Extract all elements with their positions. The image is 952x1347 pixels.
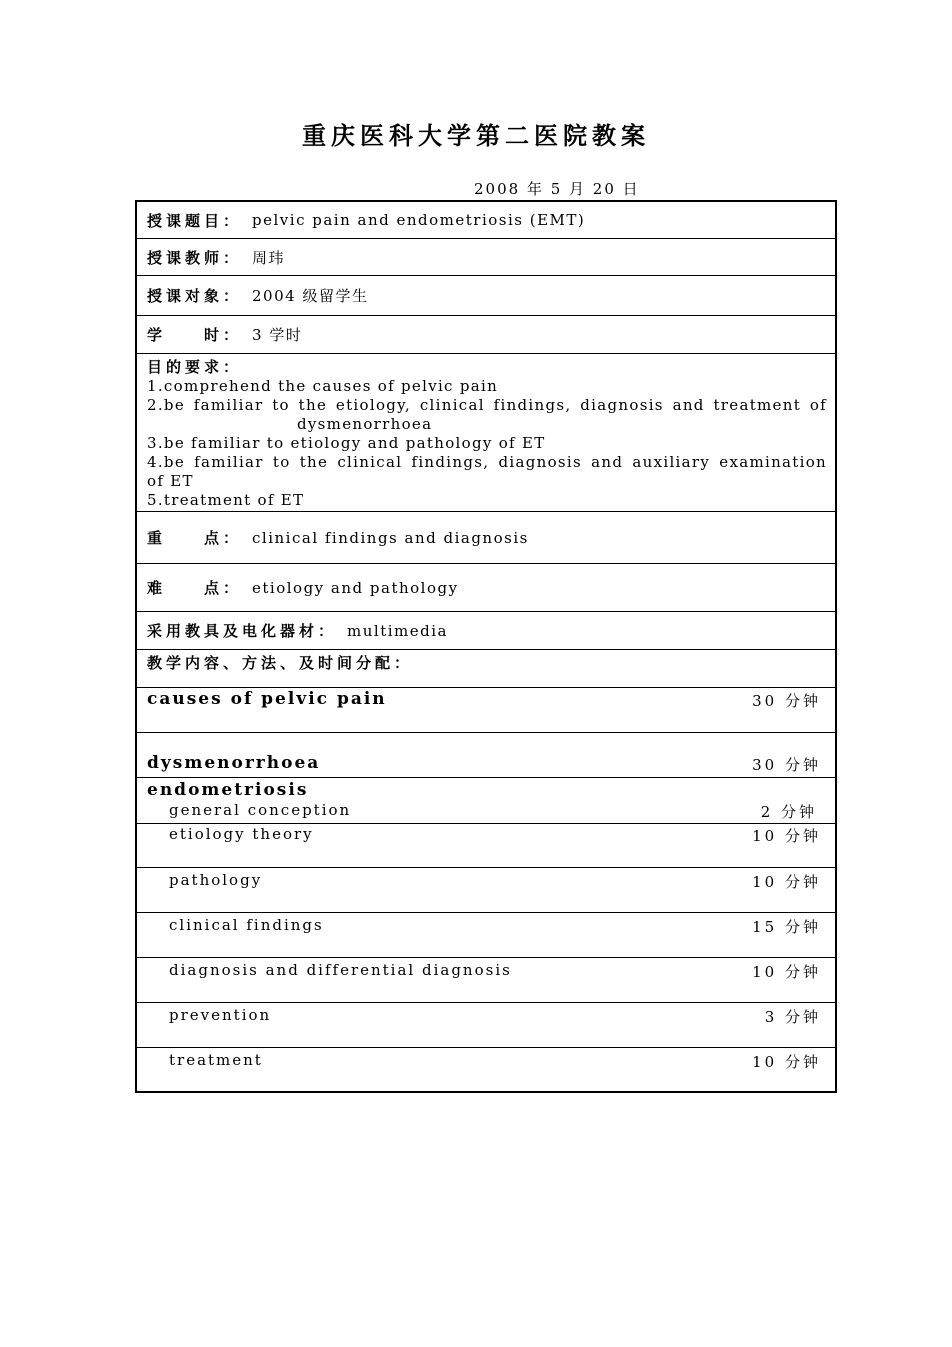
subsection-minutes: 3 分钟 bbox=[764, 1008, 821, 1026]
subsection-title: diagnosis and differential diagnosis bbox=[169, 961, 512, 979]
topic-value: pelvic pain and endometriosis (EMT) bbox=[252, 211, 586, 229]
document-date: 2008 年 5 月 20 日 bbox=[474, 180, 640, 198]
objectives-label: 目的要求： bbox=[147, 358, 243, 376]
subsection-title: etiology theory bbox=[169, 825, 314, 843]
subsection-minutes: 10 分钟 bbox=[752, 1053, 821, 1071]
section-row-endometriosis bbox=[137, 777, 835, 823]
subsection-title: clinical findings bbox=[169, 916, 324, 934]
difficult-points-value: etiology and pathology bbox=[252, 578, 459, 597]
subsection-minutes: 15 分钟 bbox=[752, 918, 821, 936]
objective-item: 3.be familiar to etiology and pathology of ET bbox=[147, 434, 546, 452]
teacher-row bbox=[137, 238, 835, 275]
subsection-row bbox=[137, 957, 835, 1002]
section-title: causes of pelvic pain bbox=[147, 689, 387, 709]
objective-item: dysmenorrhoea bbox=[297, 415, 433, 433]
section-row-pelvic-pain bbox=[137, 687, 835, 732]
section-title: dysmenorrhoea bbox=[147, 753, 321, 773]
content-header-row bbox=[137, 649, 835, 687]
hours-row bbox=[137, 315, 835, 353]
subsection-minutes: 2 分钟 bbox=[760, 803, 817, 821]
tools-row bbox=[137, 611, 835, 649]
tools-value: multimedia bbox=[347, 621, 448, 640]
subsection-minutes: 10 分钟 bbox=[752, 963, 821, 981]
content-label: 教学内容、方法、及时间分配： bbox=[147, 654, 414, 672]
key-points-value: clinical findings and diagnosis bbox=[252, 528, 529, 547]
audience-row bbox=[137, 275, 835, 315]
subsection-row bbox=[137, 1002, 835, 1047]
lesson-plan-table bbox=[135, 200, 837, 1093]
section-minutes: 30 分钟 bbox=[752, 756, 821, 774]
section-minutes: 30 分钟 bbox=[752, 692, 821, 710]
teacher-label: 授课教师： bbox=[147, 248, 243, 267]
key-points-label: 重 点： bbox=[147, 529, 243, 547]
subsection-title: pathology bbox=[169, 871, 263, 889]
objective-item: 4.be familiar to the clinical findings, diagnosis and auxiliary examination bbox=[147, 453, 827, 471]
objective-item: of ET bbox=[147, 472, 194, 490]
subsection-minutes: 10 分钟 bbox=[752, 873, 821, 891]
audience-label: 授课对象： bbox=[147, 287, 243, 305]
tools-label: 采用教具及电化器材： bbox=[147, 622, 338, 640]
objective-item: 1.comprehend the causes of pelvic pain bbox=[147, 377, 499, 395]
subsection-title: treatment bbox=[169, 1051, 263, 1069]
section-row-dysmenorrhoea bbox=[137, 732, 835, 777]
topic-label: 授课题目： bbox=[147, 211, 243, 230]
teacher-value: 周玮 bbox=[252, 248, 286, 267]
objective-item: 5.treatment of ET bbox=[147, 491, 305, 509]
topic-row bbox=[137, 202, 835, 238]
subsection-minutes: 10 分钟 bbox=[752, 827, 821, 845]
subsection-row bbox=[137, 912, 835, 957]
key-points-row bbox=[137, 511, 835, 563]
subsection-title: prevention bbox=[169, 1006, 272, 1024]
difficult-points-label: 难 点： bbox=[147, 579, 243, 597]
subsection-row bbox=[137, 1047, 835, 1091]
difficult-points-row bbox=[137, 563, 835, 611]
subsection-title: general conception bbox=[169, 801, 352, 819]
section-title: endometriosis bbox=[147, 780, 309, 800]
objective-item: 2.be familiar to the etiology, clinical findings, diagnosis and treatment of bbox=[147, 396, 827, 414]
hours-value: 3 学时 bbox=[252, 326, 303, 344]
audience-value: 2004 级留学生 bbox=[252, 287, 369, 305]
subsection-row bbox=[137, 823, 835, 867]
objectives-row bbox=[137, 353, 835, 511]
document-title: 重庆医科大学第二医院教案 bbox=[302, 122, 650, 150]
subsection-row bbox=[137, 867, 835, 912]
hours-label: 学 时： bbox=[147, 326, 243, 344]
